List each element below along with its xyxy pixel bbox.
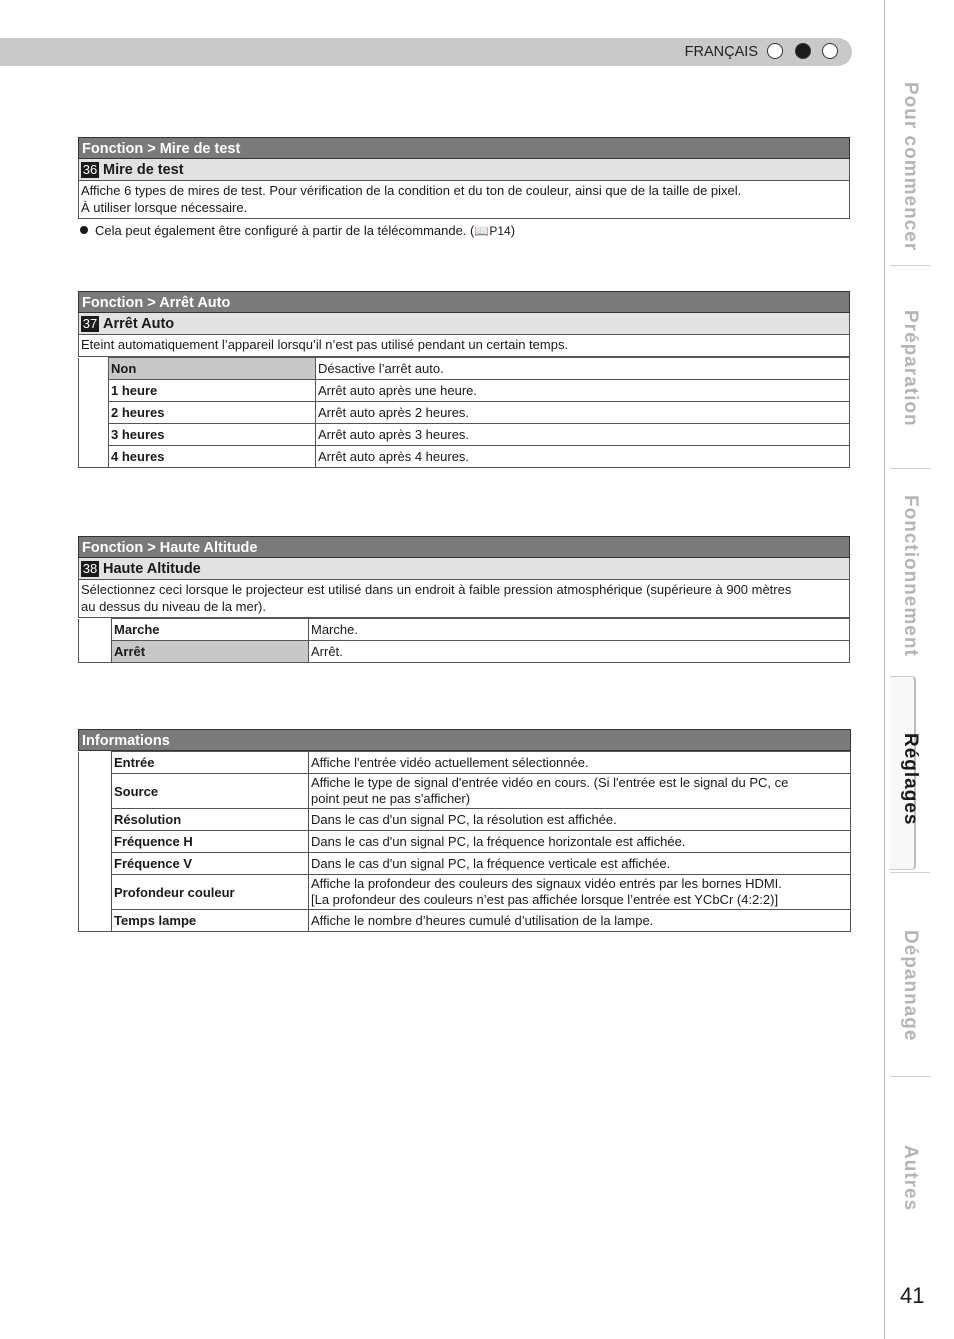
language-indicator-1	[767, 43, 783, 59]
book-icon: 📖	[474, 224, 490, 238]
indent-cell	[79, 619, 112, 663]
info-label: Fréquence H	[112, 831, 309, 853]
item-number-badge: 38	[82, 560, 98, 576]
option-label: Arrêt	[112, 641, 309, 663]
tab-rail	[884, 0, 885, 1339]
section-description: Eteint automatiquement l’appareil lorsqu’il n’est pas utilisé pendant un certain temps.	[78, 335, 850, 357]
option-label: 1 heure	[109, 380, 316, 402]
indent-cell	[79, 358, 109, 468]
option-label: Non	[109, 358, 316, 380]
tab-depannage[interactable]: Dépannage	[900, 930, 921, 1042]
tab-divider	[890, 1076, 930, 1077]
tab-divider	[890, 265, 930, 266]
item-number-badge: 36	[82, 161, 98, 177]
table-row	[79, 446, 850, 468]
section-title: Fonction > Haute Altitude	[78, 536, 850, 558]
item-number-badge: 37	[82, 315, 98, 331]
info-value-line: point peut ne pas s'afficher)	[311, 791, 471, 806]
subsection-title	[78, 558, 850, 580]
section-arret-auto	[78, 291, 850, 468]
subsection-label: Haute Altitude	[103, 560, 201, 577]
subsection-label: Mire de test	[103, 161, 184, 178]
option-value: Désactive l’arrêt auto.	[316, 358, 850, 380]
info-value	[309, 875, 851, 910]
tab-divider	[890, 468, 930, 469]
info-label: Temps lampe	[112, 910, 309, 932]
tab-reglages[interactable]: Réglages	[900, 733, 921, 826]
subsection-title	[78, 313, 850, 335]
info-value-line: Affiche la profondeur des couleurs des signaux vidéo entrés par les bornes HDMI.	[311, 876, 782, 891]
language-indicator-3	[822, 43, 838, 59]
table-row	[79, 424, 850, 446]
options-table	[78, 618, 850, 663]
tab-pour-commencer[interactable]: Pour commencer	[900, 82, 921, 252]
tab-autres[interactable]: Autres	[900, 1145, 921, 1212]
options-table	[78, 357, 850, 468]
subsection-label: Arrêt Auto	[103, 315, 175, 332]
option-label: Marche	[112, 619, 309, 641]
tab-fonctionnement[interactable]: Fonctionnement	[900, 495, 921, 657]
table-row	[79, 358, 850, 380]
info-table	[78, 751, 851, 932]
info-value-line: Affiche le nombre d’heures cumulé d’utilisation de la lampe.	[311, 912, 654, 928]
note-close: )	[510, 223, 516, 238]
table-row	[79, 619, 850, 641]
description-line: Sélectionnez ceci lorsque le projecteur est utilisé dans un endroit à faible pression atmosphérique (supérieure à 900 mètres	[81, 582, 792, 597]
note-text: Cela peut également être configuré à partir de la télécommande. (	[95, 223, 475, 238]
indent-cell	[79, 752, 112, 932]
option-label: 2 heures	[109, 402, 316, 424]
option-label: 4 heures	[109, 446, 316, 468]
info-value	[309, 853, 851, 875]
language-label: FRANÇAIS	[684, 44, 758, 60]
table-row	[79, 641, 850, 663]
info-value	[309, 809, 851, 831]
option-value: Arrêt auto après 3 heures.	[316, 424, 850, 446]
bullet-icon	[80, 226, 88, 234]
description-line: Affiche 6 types de mires de test. Pour vérification de la condition et du ton de couleur, ainsi que de la taille de pixel.	[81, 183, 742, 198]
table-row	[79, 875, 851, 910]
info-value-line: Dans le cas d'un signal PC, la fréquence verticale est affichée.	[311, 855, 671, 871]
table-row	[79, 380, 850, 402]
info-value-line: Dans le cas d'un signal PC, la résolution est affichée.	[311, 811, 617, 827]
section-description	[78, 580, 850, 618]
language-indicator-2-active	[795, 43, 811, 59]
info-label: Source	[112, 774, 309, 809]
table-row	[79, 831, 851, 853]
page-number: 41	[900, 1283, 925, 1308]
option-value: Arrêt auto après 2 heures.	[316, 402, 850, 424]
chapter-tabs	[884, 0, 954, 1339]
section-title: Fonction > Arrêt Auto	[78, 291, 850, 313]
header-band	[0, 38, 852, 66]
table-row	[79, 402, 850, 424]
option-value: Marche.	[309, 619, 850, 641]
description-line: au dessus du niveau de la mer).	[81, 599, 266, 614]
option-value: Arrêt.	[309, 641, 850, 663]
description-line: À utiliser lorsque nécessaire.	[81, 200, 248, 215]
section-informations	[78, 729, 851, 932]
page-reference: P14	[489, 224, 511, 238]
info-label: Profondeur couleur	[112, 875, 309, 910]
section-haute-altitude	[78, 536, 850, 663]
section-title: Fonction > Mire de test	[78, 137, 850, 159]
info-label: Entrée	[112, 752, 309, 774]
tab-preparation[interactable]: Préparation	[900, 310, 921, 427]
table-row	[79, 853, 851, 875]
section-title: Informations	[78, 729, 851, 751]
table-row	[79, 910, 851, 932]
info-value-line: Dans le cas d'un signal PC, la fréquence horizontale est affichée.	[311, 833, 686, 849]
info-value	[309, 831, 851, 853]
info-value	[309, 774, 851, 809]
info-label: Fréquence V	[112, 853, 309, 875]
remote-note	[80, 223, 515, 238]
info-value	[309, 910, 851, 932]
table-row	[79, 809, 851, 831]
tab-divider	[890, 872, 930, 873]
info-value-line: [La profondeur des couleurs n’est pas affichée lorsque l’entrée est YCbCr (4:2:2)]	[311, 892, 779, 907]
option-label: 3 heures	[109, 424, 316, 446]
section-description	[78, 181, 850, 219]
section-mire-de-test	[78, 137, 850, 219]
subsection-title	[78, 159, 850, 181]
option-value: Arrêt auto après une heure.	[316, 380, 850, 402]
info-label: Résolution	[112, 809, 309, 831]
option-value: Arrêt auto après 4 heures.	[316, 446, 850, 468]
table-row	[79, 752, 851, 774]
info-value-line: Affiche le type de signal d'entrée vidéo en cours. (Si l'entrée est le signal du PC, ce	[311, 775, 789, 790]
table-row	[79, 774, 851, 809]
info-value-line: Affiche l'entrée vidéo actuellement sélectionnée.	[311, 754, 589, 770]
info-value	[309, 752, 851, 774]
